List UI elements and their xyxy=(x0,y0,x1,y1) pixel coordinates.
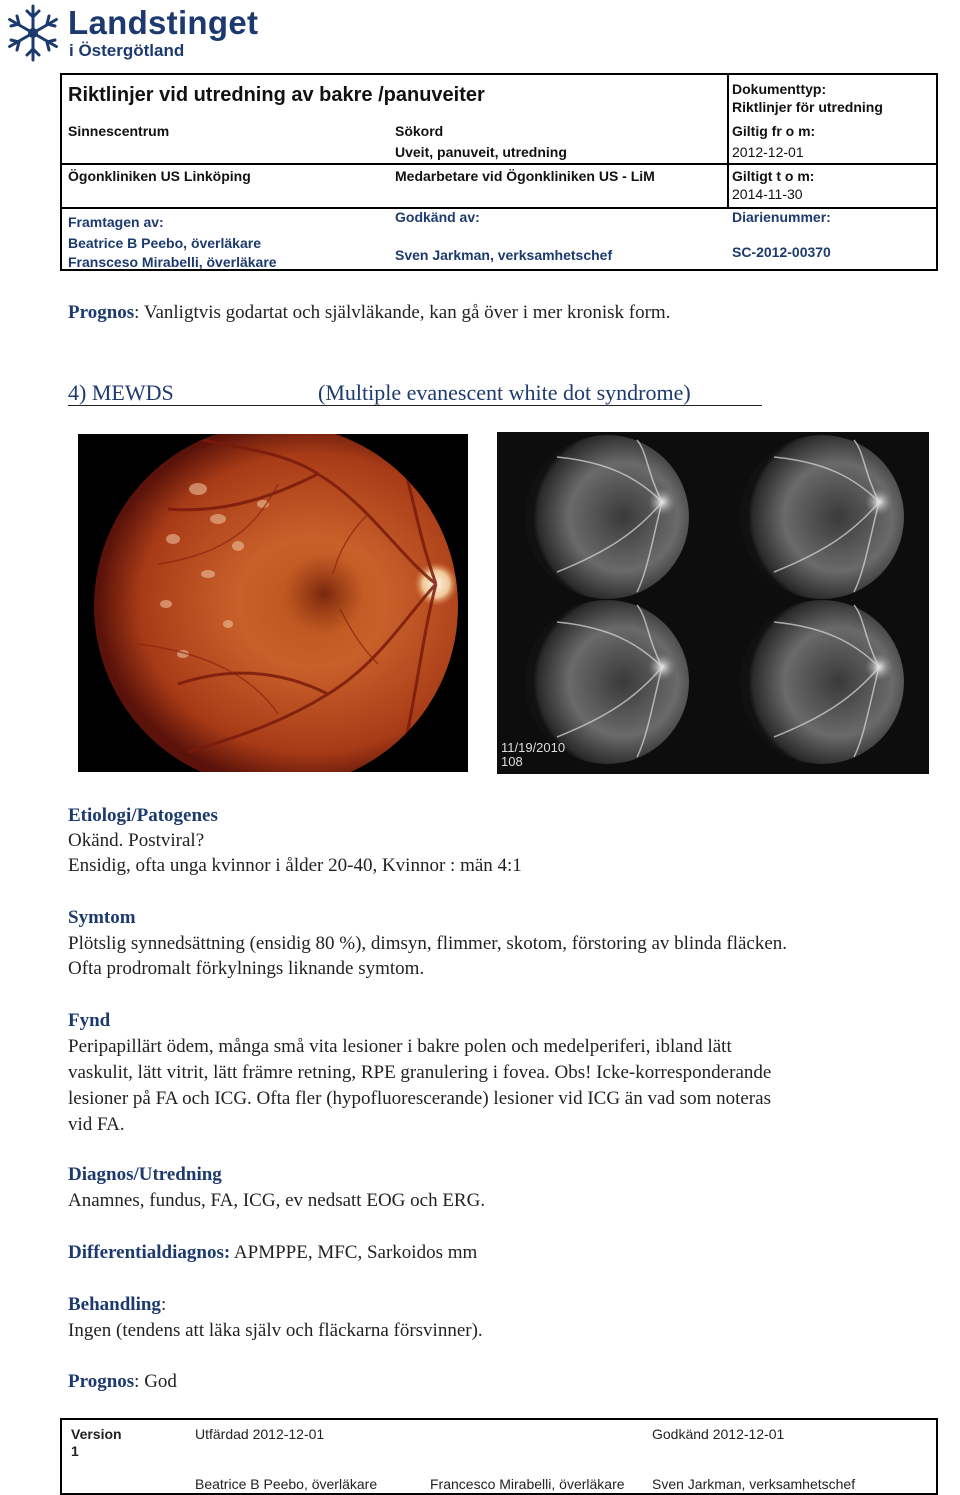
doctype-label: Dokumenttyp: xyxy=(732,81,827,97)
diary-label: Diarienummer: xyxy=(732,209,831,225)
differential-text: APMPPE, MFC, Sarkoidos mm xyxy=(230,1242,478,1263)
staff-group: Medarbetare vid Ögonkliniken US - LiM xyxy=(395,168,655,184)
symtom-line-2: Ofta prodromalt förkylnings liknande symtom. xyxy=(68,958,425,979)
fynd-line-3: lesioner på FA och ICG. Ofta fler (hypofluorescerande) lesioner vid ICG än vad som noteras xyxy=(68,1088,771,1109)
intro-prognos-text: : Vanligtvis godartat och självläkande, kan gå över i mer kronisk form. xyxy=(134,302,671,323)
valid-to-value: 2014-11-30 xyxy=(732,186,803,202)
angio-date: 11/19/2010 xyxy=(501,740,566,755)
angio-frame xyxy=(740,435,904,599)
prognos-text: : God xyxy=(134,1371,177,1392)
author-1: Beatrice B Peebo, överläkare xyxy=(68,235,261,251)
doctype-value: Riktlinjer för utredning xyxy=(732,99,883,115)
document-header-table xyxy=(60,73,938,271)
etiologi-line-1: Okänd. Postviral? xyxy=(68,830,205,851)
fundus-photo-graphic xyxy=(78,434,468,772)
fundus-photo xyxy=(78,434,468,772)
approved-label: Godkänd av: xyxy=(395,209,480,225)
prognos-line xyxy=(68,1371,177,1393)
behandling-heading-line xyxy=(68,1294,166,1316)
angio-frame xyxy=(740,600,904,764)
valid-from-value: 2012-12-01 xyxy=(732,144,804,160)
behandling-line-1: Ingen (tendens att läka själv och fläckarna försvinner). xyxy=(68,1320,483,1341)
section-number: 4) MEWDS xyxy=(68,380,174,405)
diagnos-line-1: Anamnes, fundus, FA, ICG, ev nedsatt EOG och ERG. xyxy=(68,1190,486,1211)
angio-number: 108 xyxy=(501,754,523,769)
footer-approver: Sven Jarkman, verksamhetschef xyxy=(652,1476,856,1492)
landstinget-logo xyxy=(2,0,272,70)
behandling-colon: : xyxy=(160,1294,167,1315)
document-footer xyxy=(60,1418,938,1495)
diary-value: SC-2012-00370 xyxy=(732,244,831,260)
prognos-heading: Prognos xyxy=(68,1371,135,1392)
document-title: Riktlinjer vid utredning av bakre /panuveiter xyxy=(68,84,485,106)
logo-name: Landstinget xyxy=(68,4,259,41)
footer-author-2: Francesco Mirabelli, överläkare xyxy=(430,1476,625,1492)
author-label: Framtagen av: xyxy=(68,214,164,230)
section-name: (Multiple evanescent white dot syndrome) xyxy=(318,380,691,405)
differential-heading: Differentialdiagnos: xyxy=(68,1242,231,1263)
angio-frame xyxy=(525,435,689,599)
angiography-graphic xyxy=(497,432,929,774)
clinic-name: Ögonkliniken US Linköping xyxy=(68,168,251,184)
fynd-line-1: Peripapillärt ödem, många små vita lesioner i bakre polen och medelperiferi, ibland lätt xyxy=(68,1036,732,1057)
issued-date: Utfärdad 2012-12-01 xyxy=(195,1426,325,1442)
author-2: Fransceso Mirabelli, överläkare xyxy=(68,254,277,270)
valid-from-label: Giltig fr o m: xyxy=(732,123,816,139)
fynd-heading: Fynd xyxy=(68,1010,111,1031)
etiologi-heading: Etiologi/Patogenes xyxy=(68,805,218,826)
section-title xyxy=(68,380,762,406)
etiologi-line-2: Ensidig, ofta unga kvinnor i ålder 20-40, Kvinnor : män 4:1 xyxy=(68,855,522,876)
footer-author-1: Beatrice B Peebo, överläkare xyxy=(195,1476,378,1492)
fynd-line-2: vaskulit, lätt vitrit, lätt främre retning, RPE granulering i fovea. Obs! Icke-korresponderande xyxy=(68,1062,772,1083)
symtom-heading: Symtom xyxy=(68,907,136,928)
keywords-value: Uveit, panuveit, utredning xyxy=(395,144,567,160)
snowflake-icon xyxy=(2,2,64,64)
approved-date: Godkänd 2012-12-01 xyxy=(652,1426,785,1442)
approved-value: Sven Jarkman, verksamhetschef xyxy=(395,247,613,263)
version-value: 1 xyxy=(71,1443,79,1459)
symtom-line-1: Plötslig synnedsättning (ensidig 80 %), dimsyn, flimmer, skotom, förstoring av blinda fläcken. xyxy=(68,933,788,954)
intro-prognos xyxy=(68,302,670,324)
angiography-collage xyxy=(497,432,929,774)
keywords-label: Sökord xyxy=(395,123,444,139)
version-label: Version xyxy=(71,1426,122,1442)
unit-name: Sinnescentrum xyxy=(68,123,170,139)
differential-line xyxy=(68,1242,477,1264)
intro-prognos-label: Prognos xyxy=(68,302,135,323)
diagnos-heading: Diagnos/Utredning xyxy=(68,1164,222,1185)
behandling-heading: Behandling xyxy=(68,1294,161,1315)
fynd-line-4: vid FA. xyxy=(68,1114,125,1135)
logo-region: i Östergötland xyxy=(69,41,185,60)
valid-to-label: Giltigt t o m: xyxy=(732,168,815,184)
